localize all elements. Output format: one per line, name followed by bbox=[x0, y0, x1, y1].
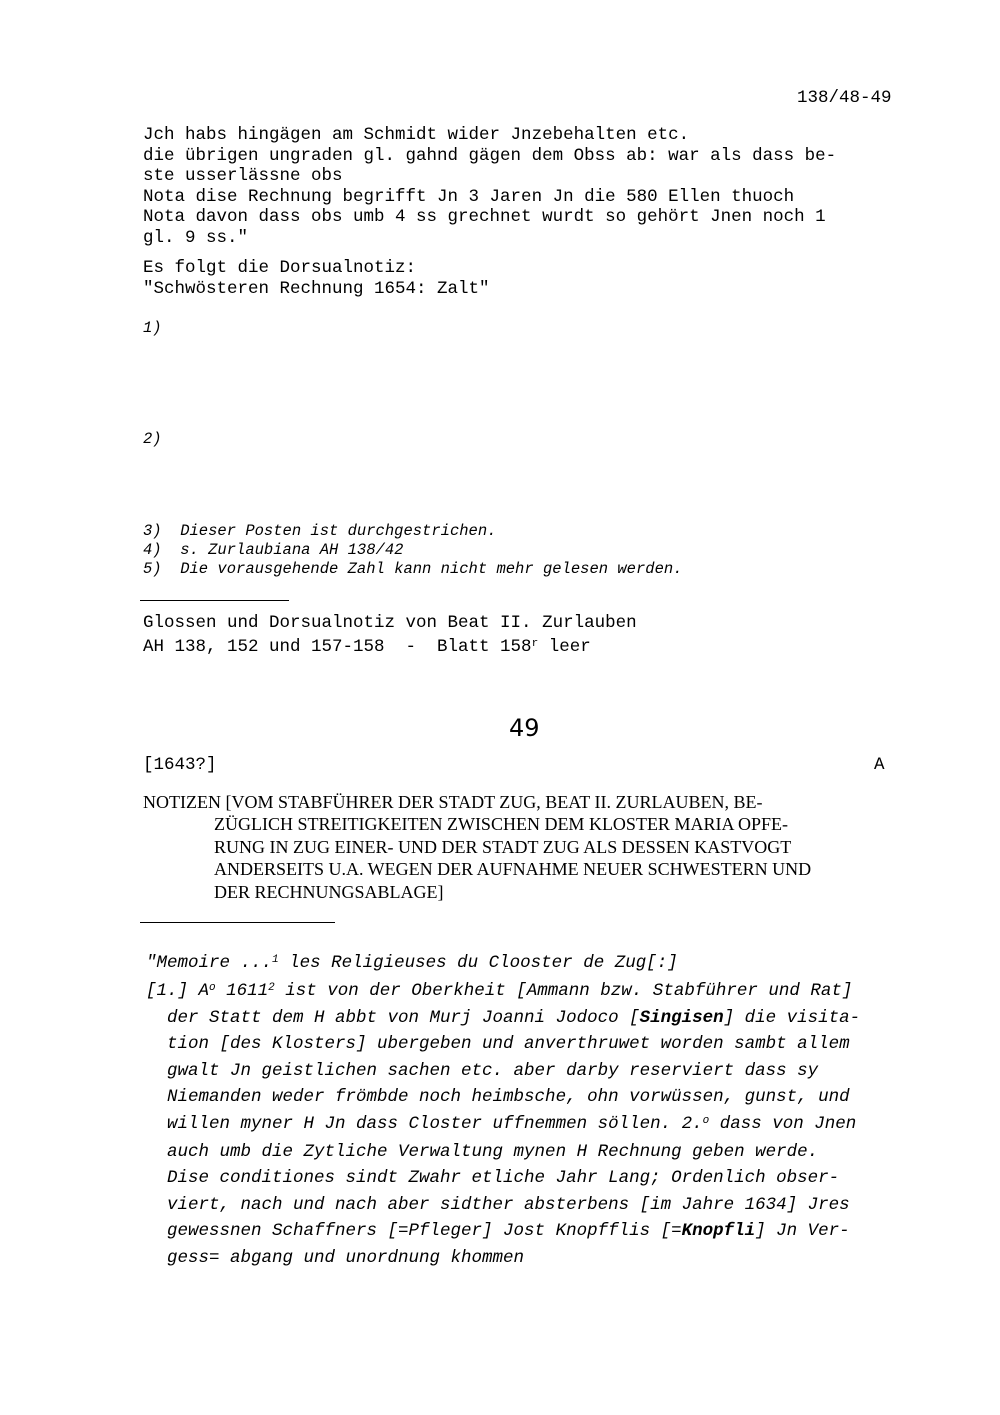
text-line: ste usserlässne obs bbox=[143, 166, 343, 186]
name-emphasis: Singisen bbox=[639, 1008, 724, 1028]
heading-line: ANDERSEITS U.A. WEGEN DER AUFNAHME NEUER SCHWESTERN UND bbox=[214, 859, 812, 879]
heading-line: RUNG IN ZUG EINER- UND DER STADT ZUG ALS DESSEN KASTVOGT bbox=[214, 837, 792, 857]
footnote-ref: 1 bbox=[272, 954, 279, 966]
footnote-4: 4) s. Zurlaubiana AH 138/42 bbox=[143, 541, 404, 559]
text-segment: les Religieuses du Clooster de Zug[:] bbox=[278, 953, 678, 973]
text-line: tion [des Klosters] ubergeben und anverthruwet worden sambt allem bbox=[167, 1034, 850, 1054]
text-segment: dass von Jnen bbox=[709, 1114, 857, 1134]
text-line bbox=[167, 1111, 856, 1138]
divider bbox=[140, 922, 335, 923]
text-line: gl. 9 ss." bbox=[143, 228, 249, 248]
text-segment: willen myner H Jn dass Closter uffnemmen söllen. 2. bbox=[167, 1114, 703, 1134]
text-line: gwalt Jn geistlichen sachen etc. aber darby reserviert dass sy bbox=[167, 1061, 819, 1081]
text-line: Jch habs hingägen am Schmidt wider Jnzebehalten etc. bbox=[143, 125, 690, 145]
text-line bbox=[167, 1005, 860, 1032]
heading-line: ZÜGLICH STREITIGKEITEN ZWISCHEN DEM KLOSTER MARIA OPFE- bbox=[214, 814, 788, 834]
text-line: gess= abgang und unordnung khommen bbox=[167, 1248, 525, 1268]
document-date: [1643?] bbox=[143, 755, 217, 775]
footnote-5: 5) Die vorausgehende Zahl kann nicht mehr gelesen werden. bbox=[143, 560, 683, 578]
text-line: Nota dise Rechnung begrifft Jn 3 Jaren Jn die 580 Ellen thuoch bbox=[143, 187, 795, 207]
source-text: AH 138, 152 und 157-158 - Blatt 158 bbox=[143, 637, 532, 657]
text-line bbox=[146, 950, 678, 977]
divider bbox=[140, 600, 289, 601]
text-line: die übrigen ungraden gl. gahnd gägen dem Obss ab: war als dass be- bbox=[143, 146, 837, 166]
text-segment: "Memoire ... bbox=[146, 953, 273, 973]
footnote-1: 1) bbox=[143, 319, 162, 337]
text-segment: ] die visita- bbox=[723, 1008, 861, 1028]
heading-line: NOTIZEN [VOM STABFÜHRER DER STADT ZUG, BEAT II. ZURLAUBEN, BE- bbox=[143, 792, 763, 812]
footnote-3: 3) Dieser Posten ist durchgestrichen. bbox=[143, 522, 497, 540]
superscript: o bbox=[702, 1115, 710, 1127]
text-segment: ] Jn Ver- bbox=[755, 1221, 850, 1241]
footnote-2: 2) bbox=[143, 430, 162, 448]
source-line-1: Glossen und Dorsualnotiz von Beat II. Zurlauben bbox=[143, 613, 637, 633]
superscript: o bbox=[209, 982, 216, 994]
text-line bbox=[146, 978, 852, 1005]
text-line: Nota davon dass obs umb 4 ss grechnet wurdt so gehört Jnen noch 1 bbox=[143, 207, 826, 227]
text-segment: ist von der Oberkheit [Ammann bzw. Stabführer und Rat] bbox=[274, 981, 853, 1001]
page-reference: 138/48-49 bbox=[797, 88, 892, 108]
footnote-ref: 2 bbox=[268, 982, 275, 994]
document-number: 49 bbox=[509, 714, 540, 742]
text-segment: 1611 bbox=[215, 981, 269, 1001]
superscript: r bbox=[531, 638, 539, 650]
text-line bbox=[167, 1218, 850, 1245]
text-line: viert, nach und nach aber sidther absterbens [im Jahre 1634] Jres bbox=[167, 1195, 850, 1215]
text-segment: [1.] A bbox=[146, 981, 210, 1001]
heading-line: DER RECHNUNGSABLAGE] bbox=[214, 882, 444, 902]
source-line-2 bbox=[143, 637, 591, 657]
text-line: Niemanden weder frömbde noch heimbsche, ohn vorwüssen, gunst, und bbox=[167, 1087, 850, 1107]
grade-letter: A bbox=[874, 755, 885, 775]
text-segment: gewessnen Schaffners [=Pfleger] Jost Knopfflis [= bbox=[167, 1221, 682, 1241]
text-line: "Schwösteren Rechnung 1654: Zalt" bbox=[143, 279, 490, 299]
text-line: Es folgt die Dorsualnotiz: bbox=[143, 258, 417, 278]
text-line: auch umb die Zytliche Verwaltung mynen H Rechnung geben werde. bbox=[167, 1142, 819, 1162]
text-line: Dise conditiones sindt Zwahr etliche Jahr Lang; Ordenlich obser- bbox=[167, 1168, 840, 1188]
name-emphasis: Knopfli bbox=[681, 1221, 756, 1241]
text-segment: der Statt dem H abbt von Murj Joanni Jodoco [ bbox=[167, 1008, 640, 1028]
source-text: leer bbox=[538, 637, 591, 657]
